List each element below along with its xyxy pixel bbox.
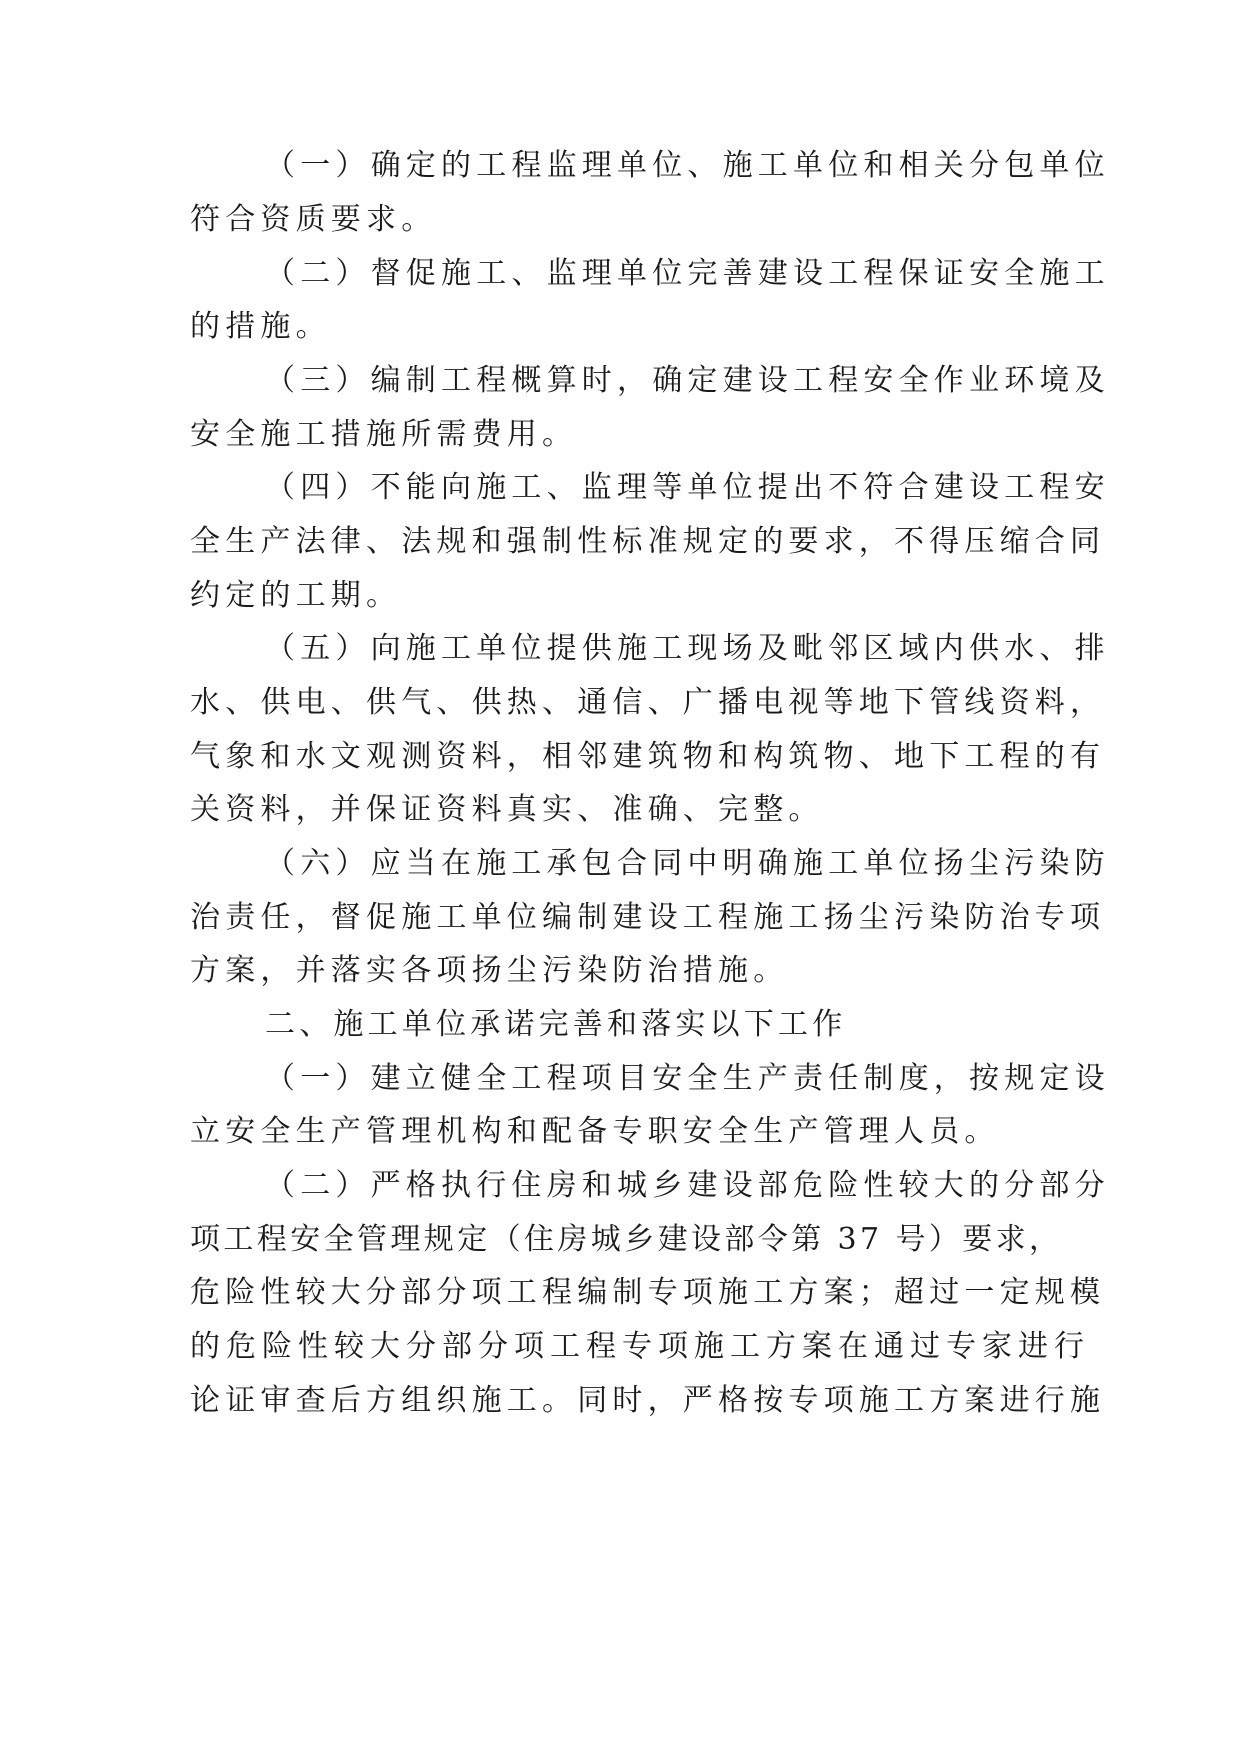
text-line: 气象和水文观测资料，相邻建筑物和构筑物、地下工程的有 (190, 739, 1106, 774)
text-line: （一）建立健全工程项目安全生产责任制度，按规定设 (265, 1061, 1110, 1096)
text-line: （五）向施工单位提供施工现场及毗邻区域内供水、排 (265, 631, 1110, 666)
text-line: （三）编制工程概算时，确定建设工程安全作业环境及 (265, 363, 1110, 398)
section-heading: 二、施工单位承诺完善和落实以下工作 (265, 1007, 847, 1042)
text-line: 论证审查后方组织施工。同时，严格按专项施工方案进行施 (190, 1383, 1106, 1418)
text-line: 约定的工期。 (190, 578, 402, 613)
text-line: （六）应当在施工承包合同中明确施工单位扬尘污染防 (265, 846, 1110, 881)
text-line: 治责任，督促施工单位编制建设工程施工扬尘污染防治专项 (190, 900, 1106, 935)
text-line: （四）不能向施工、监理等单位提出不符合建设工程安 (265, 470, 1110, 505)
text-line: 关资料，并保证资料真实、准确、完整。 (190, 792, 824, 827)
text-line: （二）督促施工、监理单位完善建设工程保证安全施工 (265, 256, 1110, 291)
text-line: 立安全生产管理机构和配备专职安全生产管理人员。 (190, 1114, 1000, 1149)
text-line: （一）确定的工程监理单位、施工单位和相关分包单位 (265, 148, 1110, 183)
text-line: 的措施。 (190, 309, 331, 344)
text-line: 方案，并落实各项扬尘污染防治措施。 (190, 953, 789, 988)
text-line: 安全施工措施所需费用。 (190, 417, 578, 452)
text-line: 全生产法律、法规和强制性标准规定的要求，不得压缩合同 (190, 524, 1106, 559)
text-line: 的危险性较大分部分项工程专项施工方案在通过专家进行 (190, 1329, 1090, 1364)
text-line: 水、供电、供气、供热、通信、广播电视等地下管线资料， (190, 685, 1106, 720)
text-line: 危险性较大分部分项工程编制专项施工方案；超过一定规模 (190, 1275, 1106, 1310)
text-line: （二）严格执行住房和城乡建设部危险性较大的分部分 (265, 1168, 1110, 1203)
text-line: 项工程安全管理规定（住房城乡建设部令第 37 号）要求， (190, 1222, 1063, 1257)
text-line: 符合资质要求。 (190, 202, 437, 237)
